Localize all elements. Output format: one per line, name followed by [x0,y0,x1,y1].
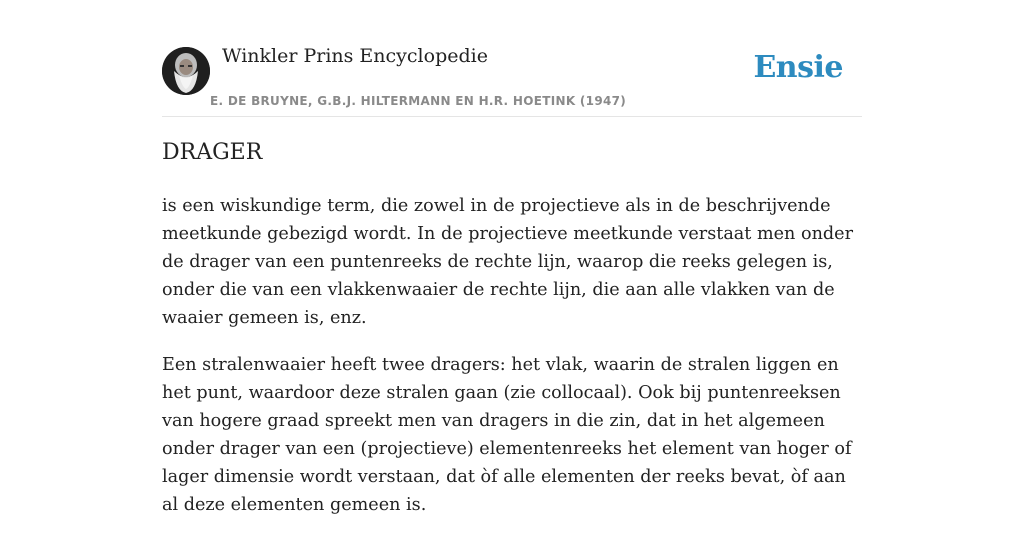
ensie-logo-link[interactable]: Ensie [753,50,843,85]
bearded-man-portrait-icon [162,47,210,95]
author-avatar [162,47,210,95]
article-paragraph: Een stralenwaaier heeft twee dragers: het vlak, waarin de stralen liggen en het punt, waardoor deze stralen gaan (zie collocaal). Ook bij puntenreeksen van hogere graad spreekt men van dragers in die zin, dat in het algemeen onder drager van een (projectieve) elementenreeks het element van hoger of lager dimensie wordt verstaan, dat òf alle elementen der reeks bevat, òf aan al deze elementen gemeen is. [162,355,852,515]
author-byline: E. DE BRUYNE, G.B.J. HILTERMANN EN H.R. HOETINK (1947) [210,94,627,108]
site-title-link[interactable]: Winkler Prins Encyclopedie [222,45,488,67]
article-body [162,192,862,538]
article-paragraph: is een wiskundige term, die zowel in de projectieve als in de beschrijvende meetkunde gebezigd wordt. In de projectieve meetkunde verstaat men onder de drager van een puntenreeks de rechte lijn, waarop die reeks gelegen is, onder die van een vlakkenwaaier de rechte lijn, die aan alle vlakken van de waaier gemeen is, enz. [162,196,853,328]
article-title: DRAGER [162,140,263,165]
header [162,0,862,117]
page [162,0,862,515]
